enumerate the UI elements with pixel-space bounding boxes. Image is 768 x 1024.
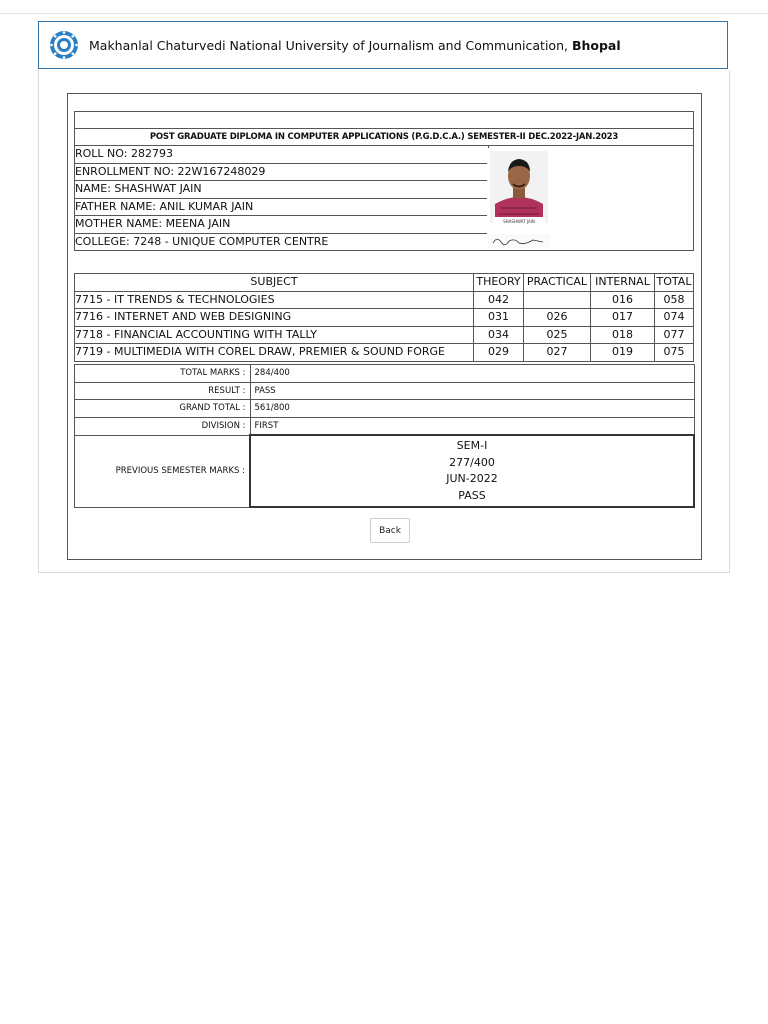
grand-total-value: 561/800: [250, 400, 694, 418]
division-label: DIVISION :: [75, 417, 251, 435]
subject-cell: 7718 - FINANCIAL ACCOUNTING WITH TALLY: [75, 326, 474, 344]
internal-cell: 018: [591, 326, 655, 344]
division-value: FIRST: [250, 417, 694, 435]
previous-semester-session: JUN-2022: [446, 472, 498, 485]
university-city: Bhopal: [571, 37, 621, 53]
marks-header-row: [75, 274, 694, 292]
student-name: NAME: SHASHWAT JAIN: [75, 181, 489, 199]
result-label: RESULT :: [75, 382, 251, 400]
practical-cell: 026: [524, 309, 591, 327]
mother-name: MOTHER NAME: MEENA JAIN: [75, 216, 489, 234]
col-practical: PRACTICAL: [524, 274, 591, 292]
internal-cell: 019: [591, 344, 655, 362]
previous-semester-box: [250, 435, 694, 507]
table-row: [75, 309, 694, 327]
top-divider: [0, 13, 768, 14]
university-name: Makhanlal Chaturvedi National University of Journalism and Communication,: [89, 37, 572, 53]
enrollment-no: ENROLLMENT NO: 22W167248029: [75, 163, 489, 181]
exam-title: POST GRADUATE DIPLOMA IN COMPUTER APPLICATIONS (P.G.D.C.A.) SEMESTER-II DEC.2022-JAN.2023: [75, 129, 694, 146]
father-name: FATHER NAME: ANIL KUMAR JAIN: [75, 198, 489, 216]
roll-no: ROLL NO: 282793: [75, 146, 489, 164]
university-emblem-icon: [49, 30, 79, 60]
previous-semester-status: PASS: [458, 488, 486, 502]
subject-cell: 7719 - MULTIMEDIA WITH COREL DRAW, PREMIER & SOUND FORGE: [75, 344, 474, 362]
subject-cell: 7716 - INTERNET AND WEB DESIGNING: [75, 309, 474, 327]
total-cell: 074: [655, 309, 694, 327]
photo-caption: SHASHWAT JAIN: [503, 219, 535, 224]
student-details-table: [74, 111, 694, 251]
grand-total-label: GRAND TOTAL :: [75, 400, 251, 418]
table-row: [75, 326, 694, 344]
theory-cell: 029: [474, 344, 524, 362]
total-cell: 077: [655, 326, 694, 344]
practical-cell: 027: [524, 344, 591, 362]
internal-cell: 016: [591, 291, 655, 309]
previous-semester-marks: 277/400: [449, 455, 495, 469]
practical-cell: [524, 291, 591, 309]
college-name: COLLEGE: 7248 - UNIQUE COMPUTER CENTRE: [75, 233, 489, 251]
result-summary-table: [74, 364, 695, 508]
total-cell: 058: [655, 291, 694, 309]
student-photo: [487, 148, 551, 250]
university-header: [38, 21, 728, 69]
table-row: [75, 291, 694, 309]
col-internal: INTERNAL: [591, 274, 655, 292]
table-row: [75, 344, 694, 362]
previous-semester-name: SEM-I: [456, 439, 488, 452]
subject-cell: 7715 - IT TRENDS & TECHNOLOGIES: [75, 291, 474, 309]
blank-row: [75, 112, 694, 129]
previous-semester-label: PREVIOUS SEMESTER MARKS :: [75, 435, 251, 507]
university-title: [89, 38, 621, 53]
total-marks-value: 284/400: [250, 365, 694, 383]
practical-cell: 025: [524, 326, 591, 344]
col-theory: THEORY: [474, 274, 524, 292]
internal-cell: 017: [591, 309, 655, 327]
total-cell: 075: [655, 344, 694, 362]
theory-cell: 034: [474, 326, 524, 344]
theory-cell: 042: [474, 291, 524, 309]
theory-cell: 031: [474, 309, 524, 327]
col-subject: SUBJECT: [75, 274, 474, 292]
col-total: TOTAL: [655, 274, 694, 292]
result-value: PASS: [250, 382, 694, 400]
total-marks-label: TOTAL MARKS :: [75, 365, 251, 383]
marks-table: [74, 273, 694, 362]
back-button[interactable]: Back: [370, 518, 410, 543]
